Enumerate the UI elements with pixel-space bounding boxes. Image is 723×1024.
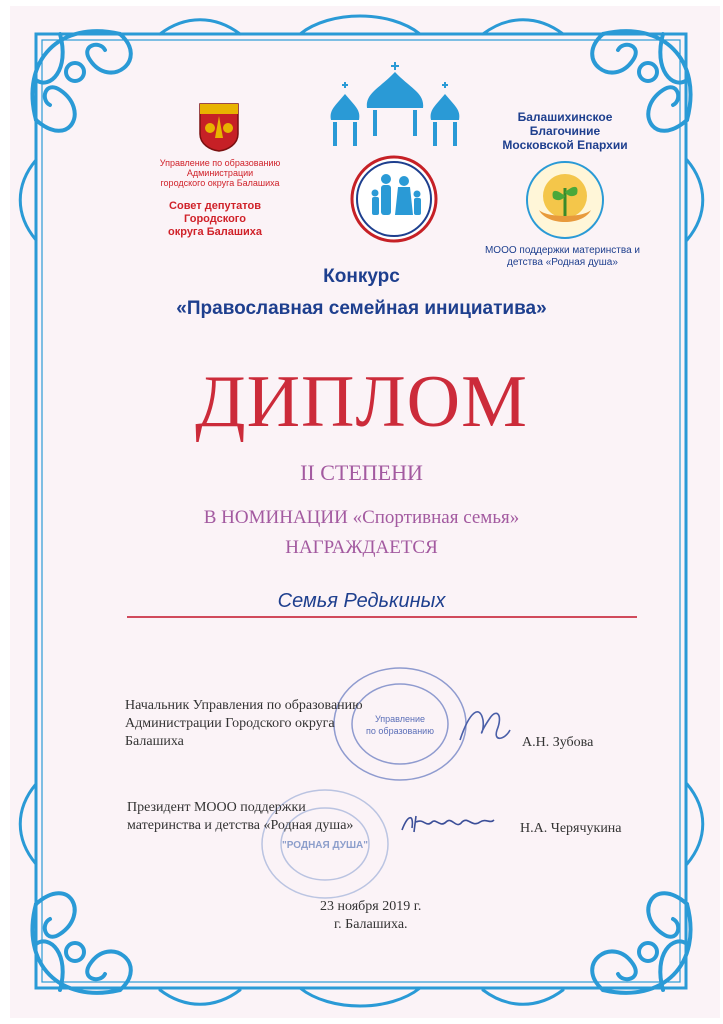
mooo-line: МООО поддержки материнства и <box>484 245 641 256</box>
department-line: Администрации <box>186 168 254 178</box>
signatory-title-line: материнства и детства «Родная душа» <box>127 818 354 833</box>
mooo-line: детства «Родная душа» <box>507 257 618 268</box>
signature-zubova <box>455 700 515 750</box>
nomination-line: В НОМИНАЦИИ «Спортивная семья» <box>203 507 520 528</box>
deanery-line: Московской Епархии <box>502 138 628 152</box>
signatory-title-line: Балашиха <box>125 734 184 749</box>
issue-date: 23 ноября 2019 г. <box>320 899 422 914</box>
council-line: Совет депутатов <box>169 200 261 212</box>
church-domes-icon <box>325 58 465 158</box>
department-line: городского округа Балашиха <box>160 178 280 188</box>
stamp-center-line: Управление <box>374 714 426 724</box>
contest-label: Конкурс <box>323 266 400 287</box>
signatory-title-line: Администрации Городского округа <box>125 716 335 731</box>
diploma-degree: II СТЕПЕНИ <box>300 460 423 485</box>
deanery-label <box>495 110 635 152</box>
signatory-name-1: А.Н. Зубова <box>522 735 594 750</box>
signatory-title-line: Президент МООО поддержки <box>127 800 306 815</box>
signatory-title-line: Начальник Управления по образованию <box>125 698 363 713</box>
deanery-line: Балашихинское <box>517 110 613 124</box>
issue-city: г. Балашиха. <box>334 917 408 932</box>
issue-date-block <box>320 898 440 934</box>
education-department-label <box>150 158 290 188</box>
balashikha-coat-of-arms-icon <box>198 102 240 152</box>
family-logo-icon <box>348 153 440 245</box>
stamp-center-line: по образованию <box>366 726 434 736</box>
signature-cheryachukina <box>398 808 498 838</box>
council-line: Городского <box>184 213 246 225</box>
council-line: округа Балашиха <box>168 226 262 238</box>
recipient-name: Семья Редькиных <box>277 590 446 612</box>
rodnaya-dusha-logo-icon <box>525 160 605 240</box>
signatory-title-1 <box>125 697 395 751</box>
council-label <box>140 200 290 239</box>
signatory-title-2 <box>127 799 387 835</box>
department-line: Управление по образованию <box>159 158 281 168</box>
contest-name: «Православная семейная инициатива» <box>176 298 547 319</box>
stamp-center-text: "РОДНАЯ ДУША" <box>282 840 368 851</box>
signatory-name-2: Н.А. Черячукина <box>520 821 622 836</box>
deanery-line: Благочиние <box>529 124 601 138</box>
awarded-line: НАГРАЖДАЕТСЯ <box>285 537 438 558</box>
diploma-title: ДИПЛОМ <box>195 361 528 443</box>
recipient-underline <box>127 616 637 618</box>
